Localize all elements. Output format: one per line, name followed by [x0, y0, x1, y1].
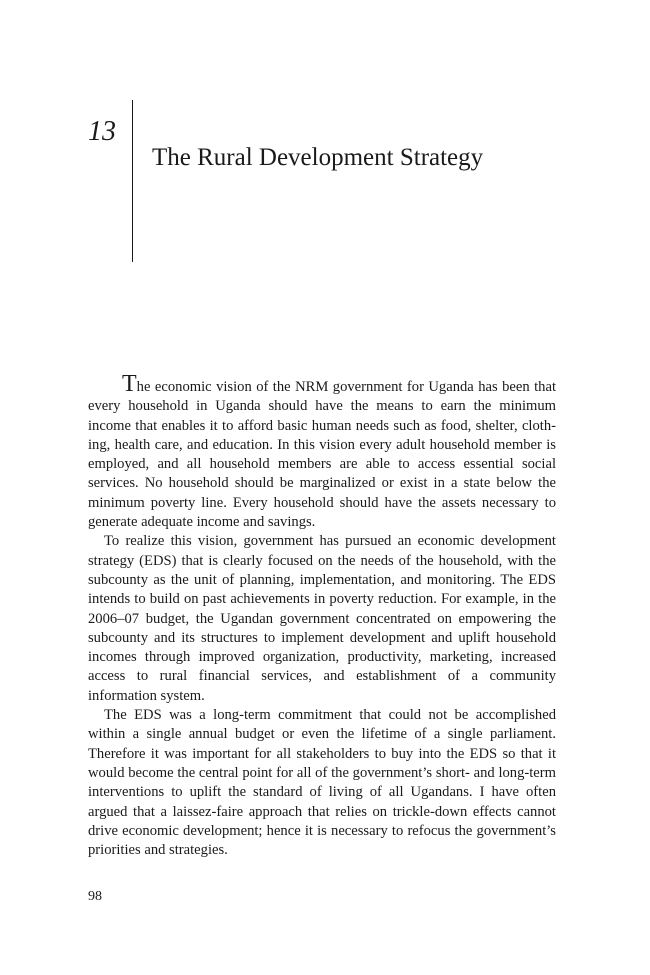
paragraph-1-text: he economic vision of the NRM government for Uganda has been that every household in Uganda should have the means to earn the minimum income that enables it to afford basic human needs such as food, shelter, clothing, health care, and education. In this vision every adult household member is employed, and all household members are able to access essential social services. No household should be marginalized or exist in a state below the minimum poverty line. Every household should have the assets necessary to generate adequate income and savings. [88, 379, 556, 531]
chapter-divider-rule [132, 100, 133, 262]
chapter-number: 13 [88, 116, 116, 147]
paragraph-3: The EDS was a long-term commitment that could not be accomplished within a single annual budget or even the lifetime of a single parliament. Therefore it was important for all stakeholders to buy into the EDS so that it would become the central point for all of the government’s short- and long-term interventions to uplift the standard of living of all Ugandans. I have often argued that a laissez-faire approach that relies on trickle-down effects cannot drive economic development; hence it is necessary to refocus the government’s priorities and strategies. [88, 707, 556, 859]
chapter-body [88, 372, 556, 860]
paragraph-1 [88, 372, 556, 532]
chapter-title: The Rural Development Strategy [152, 144, 484, 171]
paragraph-2: To realize this vision, government has pursued an economic development strategy (EDS) that is clearly focused on the needs of the household, with the subcounty as the unit of planning, implementation, and monitoring. The EDS intends to build on past achievements in poverty reduction. For example, in the 2006–07 budget, the Ugandan government concentrated on empowering the subcounty and its structures to implement development and uplift household incomes through improved organization, productivity, marketing, increased access to rural financial services, and establishment of a community information system. [88, 533, 556, 704]
drop-cap-initial: T [122, 371, 137, 397]
page-number: 98 [88, 889, 102, 904]
